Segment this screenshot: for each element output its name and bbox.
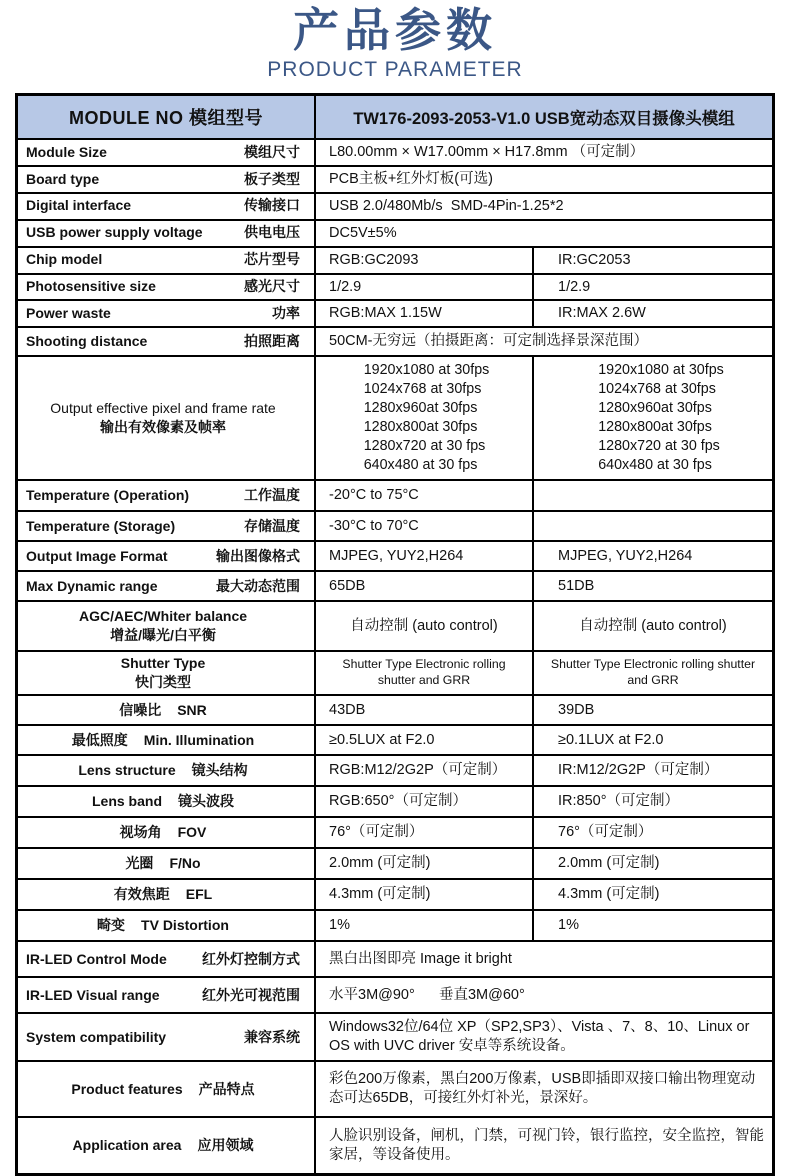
row-value-ir: 1% <box>532 911 772 940</box>
row-label-part: Chip model <box>26 251 103 268</box>
row-label-part: 供电电压 <box>244 224 300 241</box>
table-row <box>18 219 772 246</box>
row-value-rgb: 1/2.9 <box>314 275 532 300</box>
row-label-part: System compatibility <box>26 1028 167 1045</box>
row-label-part: Shutter Type <box>120 655 206 672</box>
row-label <box>18 248 314 273</box>
row-label-part: 镜头波段 <box>178 793 234 810</box>
row-value-ir: IR:MAX 2.6W <box>532 301 772 326</box>
row-value: 人脸识别设备，闸机，门禁，可视门铃，银行监控，安全监控，智能家居，等设备使用。 <box>314 1118 772 1173</box>
table-row <box>18 1116 772 1173</box>
row-value-rgb: Shutter Type Electronic rolling shutter and GRR <box>314 652 532 694</box>
row-label-part: Lens band <box>91 793 162 810</box>
row-label-part: Module Size <box>26 143 107 160</box>
row-label-part: 光圈 <box>125 855 154 872</box>
row-label-part: 感光尺寸 <box>244 278 300 295</box>
table-row <box>18 816 772 847</box>
row-label <box>18 978 314 1012</box>
page-header <box>0 0 790 82</box>
resolution-line: 1280x800at 30fps <box>598 419 712 436</box>
row-label-part: Photosensitive size <box>26 278 156 295</box>
row-label <box>18 1118 314 1173</box>
table-row <box>18 355 772 479</box>
row-label-part: 红外灯控制方式 <box>202 950 300 967</box>
row-label <box>18 696 314 724</box>
row-value-ir: 4.3mm (可定制) <box>532 880 772 909</box>
table-row <box>18 192 772 219</box>
row-value-rgb: 65DB <box>314 572 532 600</box>
row-label-part: 输出图像格式 <box>216 547 300 564</box>
row-value: L80.00mm × W17.00mm × H17.8mm （可定制） <box>314 140 772 165</box>
row-value: 50CM-无穷远（拍摄距离：可定制选择景深范围） <box>314 328 772 355</box>
row-label-part: 最低照度 <box>71 731 128 748</box>
row-value-ir: Shutter Type Electronic rolling shutter and GRR <box>532 652 772 694</box>
row-value-ir: IR:850°（可定制） <box>532 787 772 816</box>
table-row <box>18 976 772 1012</box>
resolution-line: 1280x720 at 30 fps <box>598 438 720 455</box>
row-label-part: FOV <box>177 824 207 841</box>
row-label-part: Temperature (Storage) <box>26 517 176 534</box>
table-row <box>18 754 772 785</box>
row-value-ir: IR:M12/2G2P（可定制） <box>532 756 772 785</box>
row-label <box>18 849 314 878</box>
parameter-table <box>15 93 775 1176</box>
row-value-rgb: ≥0.5LUX at F2.0 <box>314 726 532 754</box>
row-label-part: 工作温度 <box>244 487 300 504</box>
header-module-no-label: MODULE NO 模组型号 <box>69 107 263 128</box>
row-value-rgb: 43DB <box>314 696 532 724</box>
table-row <box>18 909 772 940</box>
row-value-ir <box>532 357 772 479</box>
table-row <box>18 940 772 976</box>
row-label-part: 板子类型 <box>244 170 300 187</box>
row-label <box>18 357 314 479</box>
row-label-part: 视场角 <box>119 824 162 841</box>
row-value-rgb: RGB:650°（可定制） <box>314 787 532 816</box>
row-label-part: 应用领域 <box>197 1137 254 1154</box>
row-value-rgb: 1% <box>314 911 532 940</box>
row-label-part: Lens structure <box>78 762 176 779</box>
table-row <box>18 510 772 540</box>
page-title: 产品参数 <box>293 4 497 56</box>
resolution-list <box>598 361 724 475</box>
page-subtitle: PRODUCT PARAMETER <box>267 57 523 81</box>
row-label-part: Output effective pixel and frame rate <box>50 400 276 417</box>
row-value-ir: 76°（可定制） <box>532 818 772 847</box>
row-value-rgb: MJPEG, YUY2,H264 <box>314 542 532 570</box>
row-label-part: SNR <box>177 701 207 718</box>
row-label-part: IR-LED Control Mode <box>26 950 167 967</box>
row-label-part: EFL <box>185 886 213 903</box>
row-label <box>18 221 314 246</box>
row-label-part: 增益/曝光/白平衡 <box>110 626 216 643</box>
table-row <box>18 600 772 650</box>
table-body <box>18 138 772 1173</box>
table-row <box>18 724 772 754</box>
row-label <box>18 328 314 355</box>
row-value-rgb <box>314 357 532 479</box>
row-label-part: Output Image Format <box>26 547 168 564</box>
row-label-part: 模组尺寸 <box>244 143 300 160</box>
row-label-part: 输出有效像素及帧率 <box>100 418 226 435</box>
row-label-part: TV Distortion <box>141 917 229 934</box>
row-value-rgb: RGB:M12/2G2P（可定制） <box>314 756 532 785</box>
row-label <box>18 275 314 300</box>
resolution-line: 640x480 at 30 fps <box>598 457 712 474</box>
table-row <box>18 165 772 192</box>
row-value-rgb: 2.0mm (可定制) <box>314 849 532 878</box>
table-row <box>18 1060 772 1116</box>
row-label <box>18 167 314 192</box>
row-label-part: 传输接口 <box>244 197 300 214</box>
row-label-part: USB power supply voltage <box>26 224 203 241</box>
row-value-ir: MJPEG, YUY2,H264 <box>532 542 772 570</box>
resolution-line: 1024x768 at 30fps <box>363 381 482 398</box>
row-label-part: F/No <box>169 855 201 872</box>
row-value-ir: 自动控制 (auto control) <box>532 602 772 650</box>
row-label-part: 最大动态范围 <box>216 577 300 594</box>
row-label <box>18 652 314 694</box>
row-label-part: 拍照距离 <box>244 333 300 350</box>
row-label <box>18 602 314 650</box>
row-value-rgb: 76°（可定制） <box>314 818 532 847</box>
resolution-line: 1280x800at 30fps <box>363 419 478 436</box>
row-value-rgb: -20°C to 75°C <box>314 481 532 510</box>
table-row <box>18 650 772 694</box>
table-row <box>18 246 772 273</box>
row-label-part: Board type <box>26 170 100 187</box>
row-value: 黑白出图即亮 Image it bright <box>314 942 772 976</box>
row-label-part: Shooting distance <box>26 333 148 350</box>
resolution-line: 1920x1080 at 30fps <box>598 362 724 379</box>
row-value-ir: 51DB <box>532 572 772 600</box>
row-value: 水平3M@90° 垂直3M@60° <box>314 978 772 1012</box>
table-row <box>18 694 772 724</box>
resolution-line: 1920x1080 at 30fps <box>363 362 490 379</box>
row-label <box>18 481 314 510</box>
row-label-part: 镜头结构 <box>191 762 248 779</box>
resolution-line: 640x480 at 30 fps <box>363 457 478 474</box>
row-label <box>18 1014 314 1060</box>
row-label-part: Digital interface <box>26 197 132 214</box>
table-row <box>18 273 772 300</box>
row-value: PCB主板+红外灯板(可选) <box>314 167 772 192</box>
row-value-rgb: -30°C to 70°C <box>314 512 532 540</box>
row-label <box>18 140 314 165</box>
row-value-ir <box>532 481 772 510</box>
table-row <box>18 299 772 326</box>
row-label-part: Power waste <box>26 305 111 322</box>
table-row <box>18 878 772 909</box>
row-label-part: Max Dynamic range <box>26 577 158 594</box>
row-value-ir <box>532 512 772 540</box>
table-row <box>18 1012 772 1060</box>
row-value: Windows32位/64位 XP（SP2,SP3）、Vista 、7、8、10、Linux or OS with UVC driver 安卓等系统设备。 <box>314 1014 772 1060</box>
table-row <box>18 326 772 355</box>
row-label <box>18 756 314 785</box>
row-label-part: 红外光可视范围 <box>202 986 300 1003</box>
table-row <box>18 540 772 570</box>
table-row <box>18 138 772 165</box>
row-label <box>18 542 314 570</box>
row-label <box>18 726 314 754</box>
row-label-part: 快门类型 <box>135 673 191 690</box>
row-value-rgb: RGB:GC2093 <box>314 248 532 273</box>
row-label-part: 信噪比 <box>119 701 162 718</box>
row-label-part: 产品特点 <box>198 1080 255 1097</box>
row-label <box>18 301 314 326</box>
row-label-part: Product features <box>71 1080 183 1097</box>
table-row <box>18 785 772 816</box>
resolution-line: 1280x960at 30fps <box>598 400 712 417</box>
row-label <box>18 572 314 600</box>
row-label <box>18 194 314 219</box>
row-label-part: 芯片型号 <box>244 251 300 268</box>
resolution-list <box>364 361 490 475</box>
row-label <box>18 512 314 540</box>
resolution-line: 1024x768 at 30fps <box>598 381 716 398</box>
row-value-rgb: RGB:MAX 1.15W <box>314 301 532 326</box>
row-label-part: IR-LED Visual range <box>26 986 160 1003</box>
header-module-no-value: TW176-2093-2053-V1.0 USB宽动态双目摄像头模组 <box>314 96 772 138</box>
row-label-part: Application area <box>72 1137 182 1154</box>
row-label <box>18 818 314 847</box>
row-value: DC5V±5% <box>314 221 772 246</box>
row-label <box>18 787 314 816</box>
row-value-ir: 2.0mm (可定制) <box>532 849 772 878</box>
resolution-line: 1280x960at 30fps <box>363 400 478 417</box>
table-row <box>18 479 772 510</box>
row-label-part: Min. Illumination <box>143 731 255 748</box>
row-value: 彩色200万像素，黑白200万像素，USB即插即双接口输出物理宽动态可达65DB，可接红外灯补光，景深好。 <box>314 1062 772 1116</box>
table-row <box>18 847 772 878</box>
row-value-ir: IR:GC2053 <box>532 248 772 273</box>
table-header-row <box>18 96 772 138</box>
resolution-line: 1280x720 at 30 fps <box>363 438 486 455</box>
row-label <box>18 942 314 976</box>
row-label <box>18 1062 314 1116</box>
row-label-part: 兼容系统 <box>244 1028 300 1045</box>
row-label <box>18 880 314 909</box>
table-row <box>18 570 772 600</box>
row-label-part: AGC/AEC/Whiter balance <box>78 608 248 625</box>
row-value-ir: 39DB <box>532 696 772 724</box>
row-value-rgb: 4.3mm (可定制) <box>314 880 532 909</box>
row-value-ir: ≥0.1LUX at F2.0 <box>532 726 772 754</box>
row-label <box>18 911 314 940</box>
row-label-part: 有效焦距 <box>113 886 170 903</box>
row-value: USB 2.0/480Mb/s SMD-4Pin-1.25*2 <box>314 194 772 219</box>
row-label-part: 功率 <box>272 305 300 322</box>
row-label-part: 存储温度 <box>244 517 300 534</box>
row-value-rgb: 自动控制 (auto control) <box>314 602 532 650</box>
row-value-ir: 1/2.9 <box>532 275 772 300</box>
row-label-part: Temperature (Operation) <box>26 487 190 504</box>
row-label-part: 畸变 <box>97 917 126 934</box>
